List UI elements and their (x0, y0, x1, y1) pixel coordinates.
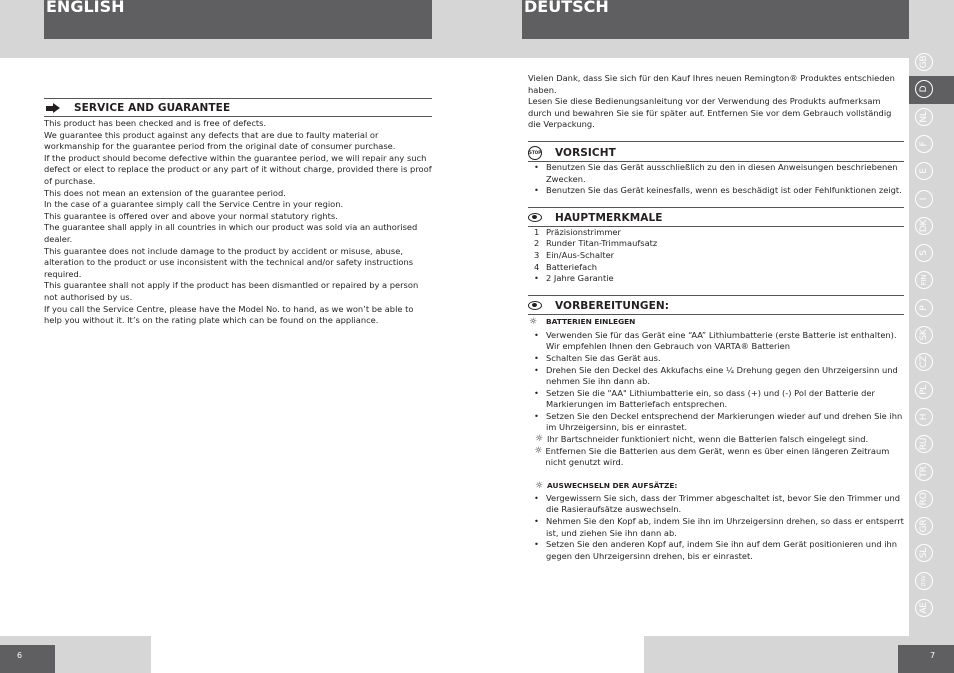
deutsch-content (528, 73, 904, 562)
list-item: • Schalten Sie das Gerät aus. (528, 353, 904, 365)
language-tab-ro[interactable]: RO (915, 490, 933, 508)
list-item: • Setzen Sie die "AA" Lithiumbatterie ein, so dass (+) und (-) Pol der Batterie der Markierungen im Batteriefach entsprechen. (528, 388, 904, 411)
language-tab-nl[interactable]: NL (915, 108, 933, 126)
section-header (44, 99, 432, 116)
intro-paragraph: Lesen Sie diese Bedienungsanleitung vor der Verwendung des Produkts aufmerksam durch und bewahren Sie sie für später auf. Entfernen Sie vor dem Gebrauch vollständig die Verpackung. (528, 96, 892, 130)
list-item: • Nehmen Sie den Kopf ab, indem Sie ihn im Uhrzeigersinn drehen, so dass er entsperrt ist, und ziehen Sie ihn dann ab. (528, 516, 904, 539)
list-text: Ein/Aus-Schalter (546, 249, 615, 260)
paragraph: If you call the Service Centre, please have the Model No. to hand, as we won’t be able to help you without it. It’s on the rating plate which can be found on the appliance. (44, 303, 414, 326)
sun-icon: ☼ (534, 434, 544, 445)
language-tab-f[interactable]: F (915, 135, 933, 153)
paragraph: We guarantee this product against any defects that are due to faulty material or workmanship for the guarantee period from the original date of consumer purchase. (44, 129, 396, 152)
paragraph: This guarantee is offered over and above your normal statutory rights. (44, 210, 338, 221)
stop-icon: STOP (528, 146, 542, 160)
list-item (528, 250, 904, 262)
list-item: • Setzen Sie den Deckel entsprechend der Markierungen wieder auf und drehen Sie ihn im Uhrzeigersinn, bis er einrastet. (528, 411, 904, 434)
paragraph: This guarantee does not include damage to the product by accident or misuse, abuse, alteration to the product or use inconsistent with the technical and/or safety instructions required. (44, 245, 414, 279)
language-tab-tr[interactable]: TR (915, 463, 933, 481)
list-text: Batteriefach (546, 261, 598, 272)
service-guarantee-section (44, 98, 432, 327)
paragraph: In the case of a guarantee simply call the Service Centre in your region. (44, 199, 344, 210)
eye-icon (528, 301, 542, 310)
list-text: Präzisionstrimmer (546, 226, 621, 237)
english-heading-bar (44, 0, 432, 39)
list-item (528, 227, 904, 239)
section-title: SERVICE AND GUARANTEE (74, 102, 231, 114)
list-marker: 1 (534, 226, 540, 237)
list-text: 2 Jahre Garantie (546, 273, 614, 284)
language-tab-gr[interactable]: GR (915, 517, 933, 535)
language-tab-ru[interactable]: RU (915, 435, 933, 453)
battery-title: BATTERIEN EINLEGEN (546, 317, 636, 327)
list-item: • Benutzen Sie das Gerät ausschließlich zu den in diesen Anweisungen beschriebenen Zwecken. (528, 162, 904, 185)
features-header (528, 208, 904, 226)
paragraph: If the product should become defective within the guarantee period, we will repair any such defect or elect to replace the product or any part of it without charge, provided there is proof of purchase. (44, 152, 432, 186)
list-item (528, 238, 904, 250)
list-marker: • (534, 273, 539, 284)
language-tab-lt-lv[interactable]: LT/LV (915, 572, 933, 590)
list-marker: 2 (534, 238, 540, 249)
language-tab-ae[interactable]: AE (915, 599, 933, 617)
language-tab-pl[interactable]: PL (915, 381, 933, 399)
language-tab-sl[interactable]: SL (915, 544, 933, 562)
language-tab-s[interactable]: S (915, 244, 933, 262)
list-marker: 3 (534, 249, 540, 260)
list-item: • Verwenden Sie für das Gerät eine “AA” Lithiumbatterie (erste Batterie ist enthalten). Wir empfehlen Ihnen den Gebrauch von VARTA® Batterien (528, 330, 904, 353)
note-text: Entfernen Sie die Batterien aus dem Gerät, wenn es über einen längeren Zeitraum nicht genutzt wird. (545, 445, 890, 468)
language-tab-i[interactable]: I (915, 190, 933, 208)
list-marker: 4 (534, 261, 540, 272)
english-heading: ENGLISH (46, 0, 125, 16)
preparation-header (528, 296, 904, 314)
deutsch-heading-bar (522, 0, 909, 39)
language-tab-d[interactable]: D (915, 80, 933, 98)
paragraph: This product has been checked and is free of defects. (44, 118, 267, 128)
language-tab-dk[interactable]: DK (915, 217, 933, 235)
paragraph: This does not mean an extension of the guarantee period. (44, 187, 286, 198)
note-item (528, 434, 904, 446)
list-item (528, 262, 904, 274)
list-item (528, 273, 904, 285)
list-text: Runder Titan-Trimmaufsatz (546, 238, 658, 249)
list-item: • Benutzen Sie das Gerät keinesfalls, wenn es beschädigt ist oder Fehlfunktionen zeigt. (528, 185, 904, 197)
battery-subheader (528, 315, 904, 330)
preparation-title: VORBEREITUNGEN: (555, 299, 670, 312)
language-tab-h[interactable]: H (915, 408, 933, 426)
language-tab-gb[interactable]: GB (915, 53, 933, 71)
arrow-right-icon (46, 103, 60, 113)
language-tab-sk[interactable]: SK (915, 326, 933, 344)
page-number-left: 6 (0, 645, 55, 673)
caution-title: VORSICHT (555, 146, 616, 159)
language-tab-cz[interactable]: CZ (915, 353, 933, 371)
language-tab-fin[interactable]: FIN (915, 271, 933, 289)
attach-subheader (528, 469, 904, 493)
intro-paragraph: Vielen Dank, dass Sie sich für den Kauf Ihres neuen Remington® Produktes entschieden haben. (528, 73, 895, 95)
language-tab-p[interactable]: P (915, 299, 933, 317)
paragraph: The guarantee shall apply in all countries in which our product was sold via an authorised dealer. (44, 222, 418, 244)
deutsch-heading: DEUTSCH (524, 0, 609, 16)
list-item: • Drehen Sie den Deckel des Akkufachs eine ¼ Drehung gegen den Uhrzeigersinn und nehmen Sie ihn dann ab. (528, 365, 904, 388)
attach-title: AUSWECHSELN DER AUFSÄTZE: (547, 481, 678, 491)
language-tab-e[interactable]: E (915, 162, 933, 180)
sun-icon: ☼ (534, 445, 543, 456)
features-title: HAUPTMERKMALE (555, 211, 663, 224)
paragraph: This guarantee shall not apply if the product has been dismantled or repaired by a person not authorised by us. (44, 280, 419, 302)
note-item (528, 446, 904, 469)
note-text: Ihr Bartschneider funktioniert nicht, wenn die Batterien falsch eingelegt sind. (547, 434, 869, 445)
sun-icon: ☼ (528, 316, 538, 327)
caution-header (528, 142, 904, 161)
eye-icon (528, 213, 542, 222)
sun-icon: ☼ (534, 480, 544, 491)
list-item: • Vergewissern Sie sich, dass der Trimmer abgeschaltet ist, bevor Sie den Trimmer und die Rasieraufsätze auswechseln. (528, 493, 904, 516)
list-item: • Setzen Sie den anderen Kopf auf, indem Sie ihn auf dem Gerät positionieren und ihn gegen den Uhrzeigersinn drehen, bis er einrastet. (528, 539, 904, 562)
page-number-right: 7 (898, 645, 954, 673)
